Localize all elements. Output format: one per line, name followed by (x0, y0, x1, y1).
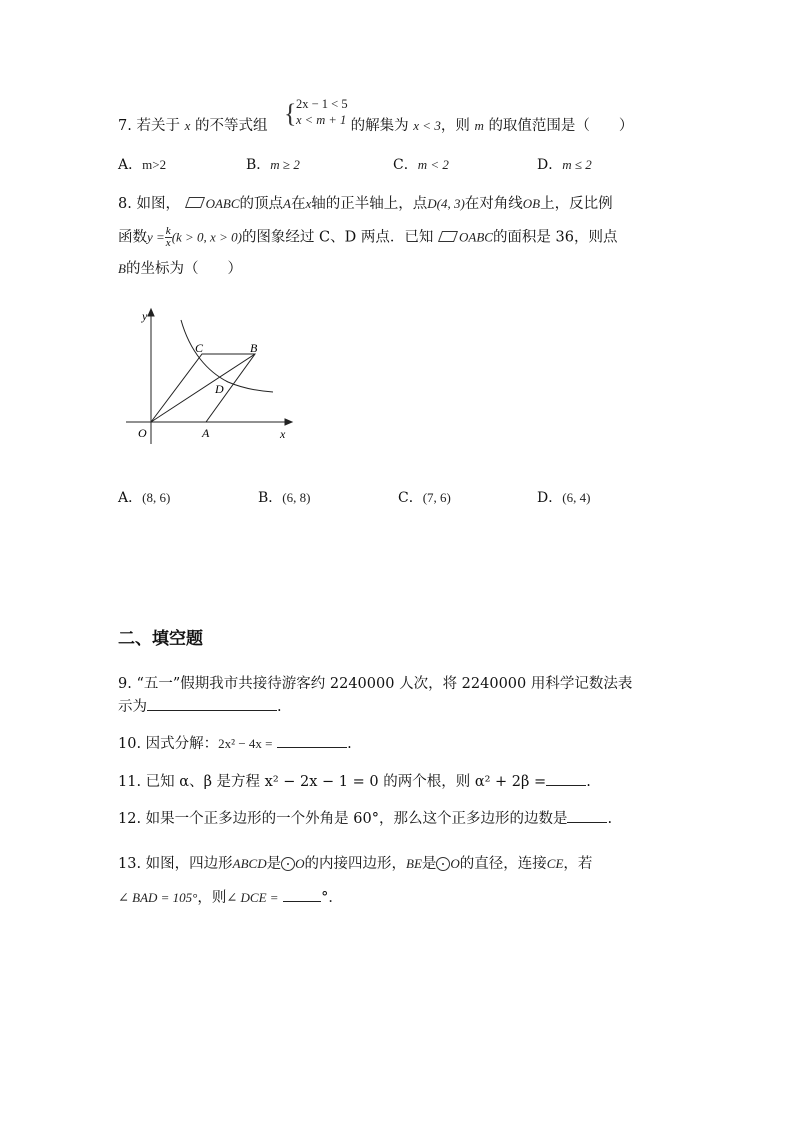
label-y: y (142, 309, 148, 323)
q7-option-a[interactable]: A．m>2 (118, 157, 167, 173)
section-title: 二、填空题 (118, 629, 203, 649)
q8-option-c[interactable]: C．(7, 6) (398, 490, 451, 506)
q7-option-c[interactable]: C．m < 2 (393, 157, 449, 173)
q7-option-b[interactable]: B．m ≥ 2 (246, 157, 300, 173)
parallelogram-icon (438, 231, 458, 242)
q7-stem: 7. 若关于 x 的不等式组 的解集为 x < 3，则 m 的取值范围是（ ） (118, 118, 634, 134)
q9-answer-blank[interactable] (147, 696, 277, 711)
q7-inequality-2: x < m + 1 (296, 113, 347, 127)
q8-line-1: 8. 如图， OABC的顶点A在x轴的正半轴上，点D(4, 3)在对角线OB上，反比例 (118, 196, 613, 212)
q13-line-2: ∠ BAD = 105°，则∠ DCE = °． (118, 887, 343, 908)
circle-dot-icon (436, 857, 450, 871)
q7-inequality-1: 2x − 1 < 5 (296, 97, 348, 111)
label-d: D (215, 382, 224, 396)
q7-option-d[interactable]: D．m ≤ 2 (537, 157, 592, 173)
q8-option-b[interactable]: B．(6, 8) (258, 490, 311, 506)
label-a: A (202, 426, 210, 440)
q8-line-2: 函数y = $\frac{k}{x}$ (k > 0, x > 0)的图象经过 C、D 两点．已知 OABC的面积是 36，则点 (118, 225, 618, 249)
label-x: x (280, 427, 286, 441)
q11-answer-blank[interactable] (546, 771, 586, 786)
diagonal-ob (151, 354, 255, 422)
y-axis-arrow (148, 309, 154, 316)
q9-line-1: 9. “五一”假期我市共接待游客约 2240000 人次，将 2240000 用科学记数法表 (118, 676, 633, 692)
q12-answer-blank[interactable] (567, 808, 607, 823)
circle-dot-icon (281, 857, 295, 871)
x-axis-arrow (285, 419, 292, 425)
q10-line: 10. 因式分解：2x² − 4x = . (118, 733, 352, 754)
label-b: B (250, 341, 258, 355)
q10-answer-blank[interactable] (277, 733, 347, 748)
q9-line-2: 示为 . (118, 696, 282, 717)
q8-fraction: $\frac{k}{x}$ (165, 225, 171, 249)
q8-figure (120, 304, 300, 446)
q13-answer-blank[interactable] (283, 887, 321, 902)
q13-line-1: 13. 如图，四边形ABCD是 O的内接四边形，BE是 O的直径，连接CE，若 (118, 856, 593, 872)
parallelogram-icon (185, 197, 205, 208)
q7-system-brace: { (284, 99, 297, 128)
q11-line: 11. 已知 α、β 是方程 x² − 2x − 1 = 0 的两个根，则 α² + 2β = . (118, 771, 591, 792)
label-o: O (138, 426, 147, 440)
q12-line: 12. 如果一个正多边形的一个外角是 60°，那么这个正多边形的边数是 . (118, 808, 612, 829)
q8-option-a[interactable]: A．(8, 6) (118, 490, 171, 506)
label-c: C (195, 341, 204, 355)
q8-option-d[interactable]: D．(6, 4) (537, 490, 591, 506)
q8-line-3: B的坐标为（ ） (118, 261, 242, 277)
hyperbola-curve (181, 320, 273, 392)
